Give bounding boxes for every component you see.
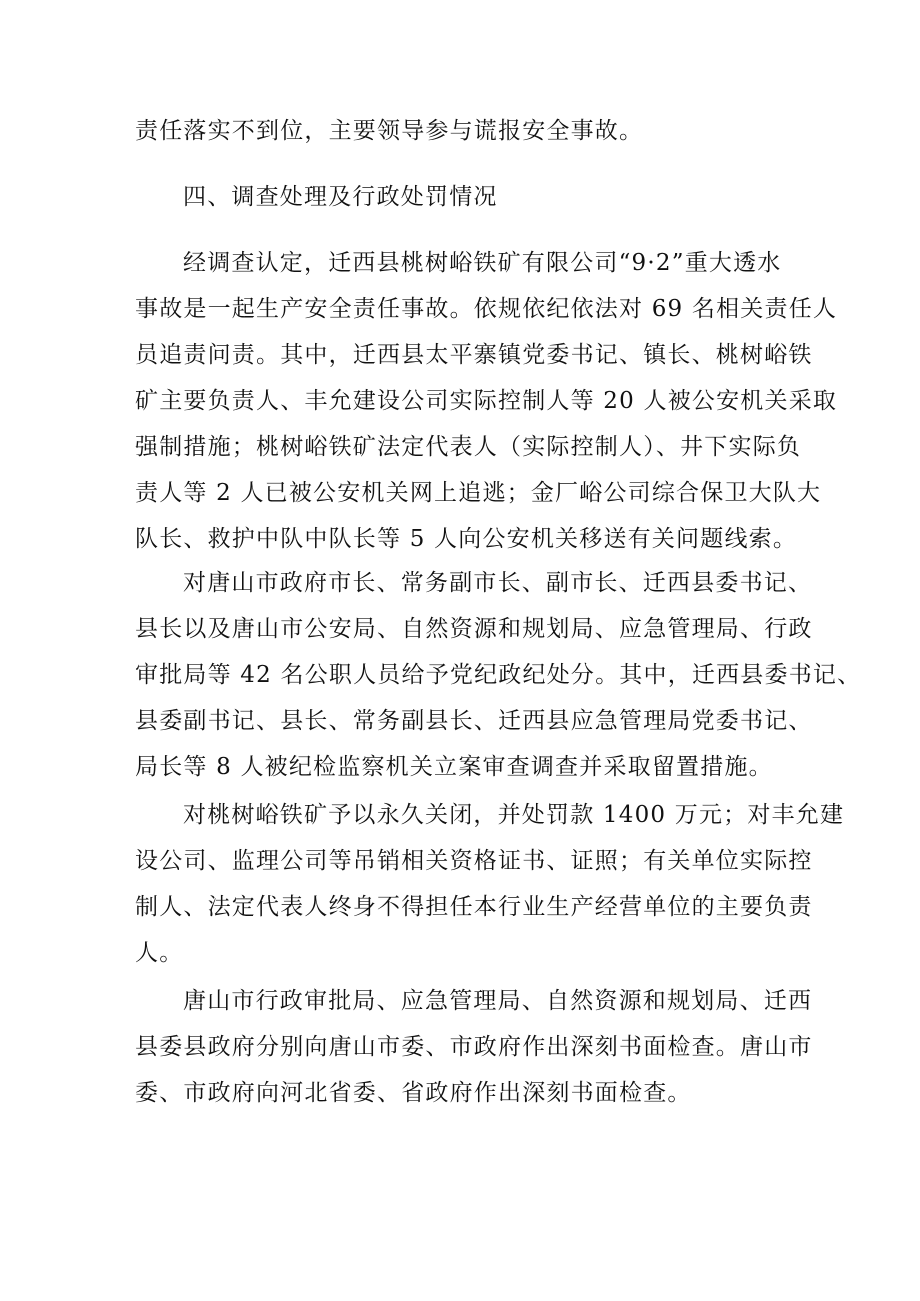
paragraph-penalties [135, 792, 845, 976]
paragraph-self-criticism [135, 978, 813, 1116]
text-line: 人。 [135, 940, 184, 966]
text-line: 对桃树峪铁矿予以永久关闭，并处罚款 1400 万元；对丰允建 [183, 802, 845, 828]
text-line: 唐山市行政审批局、应急管理局、自然资源和规划局、迁西 [183, 988, 813, 1014]
text-line: 县委副书记、县长、常务副县长、迁西县应急管理局党委书记、 [135, 708, 813, 734]
text-line: 队长、救护中队中队长等 5 人向公安机关移送有关问题线索。 [135, 526, 798, 552]
paragraph-disciplinary-action [135, 560, 862, 790]
text-line: 设公司、监理公司等吊销相关资格证书、证照；有关单位实际控 [135, 848, 813, 874]
text-line: 审批局等 42 名公职人员给予党纪政纪处分。其中，迁西县委书记、 [135, 662, 862, 688]
paragraph-investigation-finding [135, 240, 838, 562]
text-line: 县长以及唐山市公安局、自然资源和规划局、应急管理局、行政 [135, 616, 813, 642]
text-line: 局长等 8 人被纪检监察机关立案审查调查并采取留置措施。 [135, 754, 773, 780]
text-line: 责任落实不到位，主要领导参与谎报安全事故。 [135, 118, 644, 144]
text-line: 事故是一起生产安全责任事故。依规依纪依法对 69 名相关责任人 [135, 296, 838, 322]
text-line: 对唐山市政府市长、常务副市长、副市长、迁西县委书记、 [183, 570, 813, 596]
text-line: 员追责问责。其中，迁西县太平寨镇党委书记、镇长、桃树峪铁 [135, 342, 813, 368]
text-line: 强制措施；桃树峪铁矿法定代表人（实际控制人）、井下实际负 [135, 434, 802, 460]
text-line: 矿主要负责人、丰允建设公司实际控制人等 20 人被公安机关采取 [135, 388, 838, 414]
paragraph-continuation [135, 108, 795, 154]
text-line: 县委县政府分别向唐山市委、市政府作出深刻书面检查。唐山市 [135, 1034, 813, 1060]
section-heading [135, 174, 795, 220]
text-line: 经调查认定，迁西县桃树峪铁矿有限公司“9·2”重大透水 [183, 250, 782, 276]
text-line: 制人、法定代表人终身不得担任本行业生产经营单位的主要负责 [135, 894, 813, 920]
text-line: 责人等 2 人已被公安机关网上追逃；金厂峪公司综合保卫大队大 [135, 480, 822, 506]
text-line: 委、市政府向河北省委、省政府作出深刻书面检查。 [135, 1080, 692, 1106]
heading-text: 四、调查处理及行政处罚情况 [183, 184, 498, 210]
